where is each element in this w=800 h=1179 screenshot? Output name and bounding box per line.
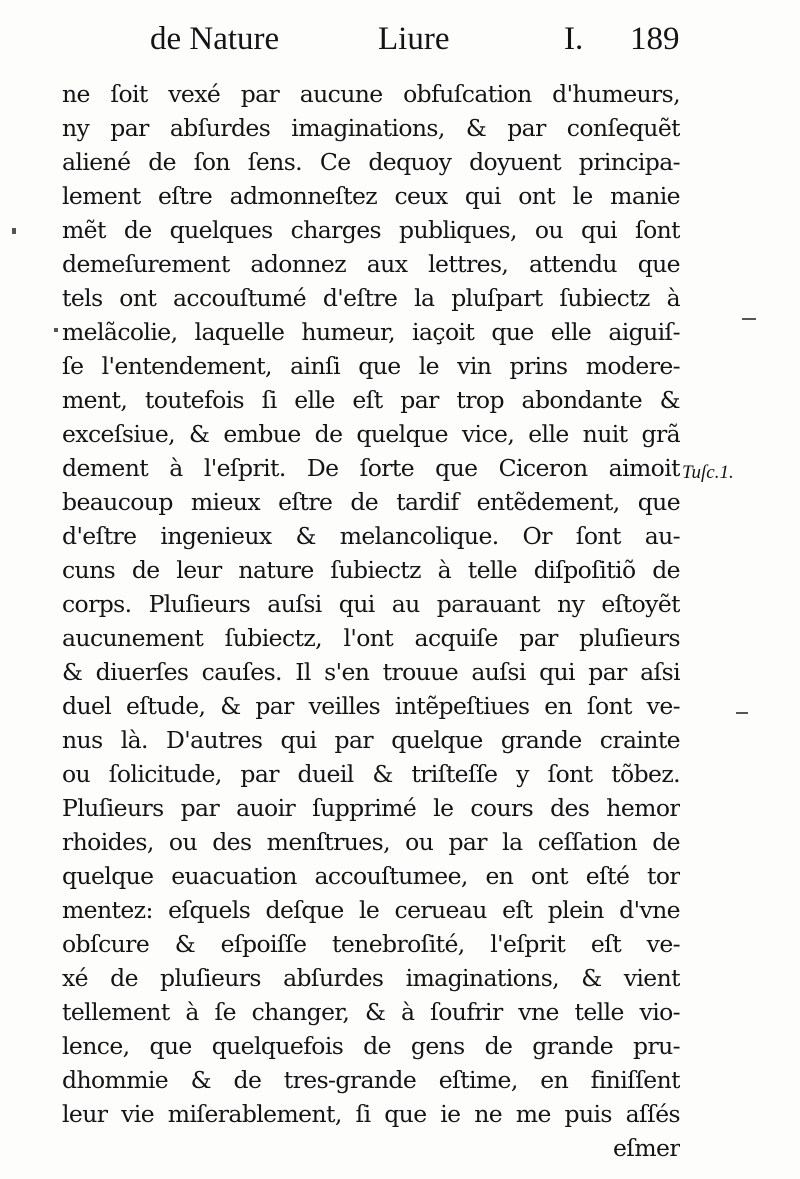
text-line: mẽt de quelques charges publiques, ou qui ſont	[62, 216, 680, 244]
margin-note: Tuſc.1.	[682, 462, 734, 483]
text-line: beaucoup mieux eſtre de tardif entẽdement, que	[62, 488, 680, 516]
page-number: 189	[630, 21, 680, 57]
text-line: aucunement ſubiectz, l'ont acquiſe par pluſieurs	[62, 624, 680, 652]
edge-mark	[54, 328, 58, 332]
text-line: nus là. D'autres qui par quelque grande crainte	[62, 726, 680, 754]
edge-mark	[736, 712, 748, 714]
edge-mark	[742, 318, 756, 320]
body-text	[62, 77, 680, 1165]
edge-mark	[12, 228, 16, 234]
text-line: obſcure & eſpoiſſe tenebroſité, l'eſprit eſt ve-	[62, 930, 680, 958]
text-line: Pluſieurs par auoir ſupprimé le cours des hemor	[62, 794, 680, 822]
running-head-title: de Nature	[150, 21, 280, 57]
text-line: & diuerſes cauſes. Il s'en trouue auſsi qui par aſsi	[62, 658, 680, 686]
text-line: xé de pluſieurs abſurdes imaginations, & vient	[62, 964, 680, 992]
text-line: exceſsiue, & embue de quelque vice, elle nuit grã	[62, 420, 680, 448]
text-line: lence, que quelquefois de gens de grande pru-	[62, 1032, 680, 1060]
running-head	[150, 14, 710, 64]
text-line: dhommie & de tres-grande eſtime, en finiſſent	[62, 1066, 680, 1094]
text-line: ou ſolicitude, par dueil & triſteſſe y ſont tõbez.	[62, 760, 680, 788]
text-line: tels ont accouſtumé d'eſtre la pluſpart ſubiectz à	[62, 284, 680, 312]
running-head-book-number: I.	[564, 21, 584, 57]
text-line: mentez: eſquels deſque le cerueau eſt plein d'vne	[62, 896, 680, 924]
text-line: ſe l'entendement, ainſi que le vin prins modere-	[62, 352, 680, 380]
text-line: ne ſoit vexé par aucune obfuſcation d'humeurs,	[62, 80, 680, 108]
text-line: ment, toutefois ſi elle eſt par trop abondante &	[62, 386, 680, 414]
catchword: eſmer	[612, 1134, 680, 1162]
text-line: dement à l'eſprit. De ſorte que Ciceron aimoit	[62, 454, 680, 482]
text-line: lement eſtre admonneſtez ceux qui ont le manie	[62, 182, 680, 210]
text-line: demeſurement adonnez aux lettres, attendu que	[62, 250, 680, 278]
text-line: rhoides, ou des menſtrues, ou par la ceſſation de	[62, 828, 680, 856]
text-line: duel eſtude, & par veilles intẽpeſtiues en ſont ve-	[62, 692, 680, 720]
text-line: d'eſtre ingenieux & melancolique. Or ſont au-	[62, 522, 680, 550]
text-line: corps. Pluſieurs auſsi qui au parauant ny eſtoyẽt	[62, 590, 680, 618]
text-line: ny par abſurdes imaginations, & par conſequẽt	[62, 114, 680, 142]
text-line: melãcolie, laquelle humeur, iaçoit que elle aiguiſ-	[62, 318, 680, 346]
text-line: aliené de ſon ſens. Ce dequoy doyuent principa-	[62, 148, 680, 176]
text-line: leur vie miſerablement, ſi que ie ne me puis aſſés	[62, 1100, 680, 1128]
running-head-book: Liure	[378, 21, 450, 57]
text-line: quelque euacuation accouſtumee, en ont eſté tor	[62, 862, 680, 890]
text-line: tellement à ſe changer, & à ſoufrir vne telle vio-	[62, 998, 680, 1026]
text-line: cuns de leur nature ſubiectz à telle diſpoſitiõ de	[62, 556, 680, 584]
